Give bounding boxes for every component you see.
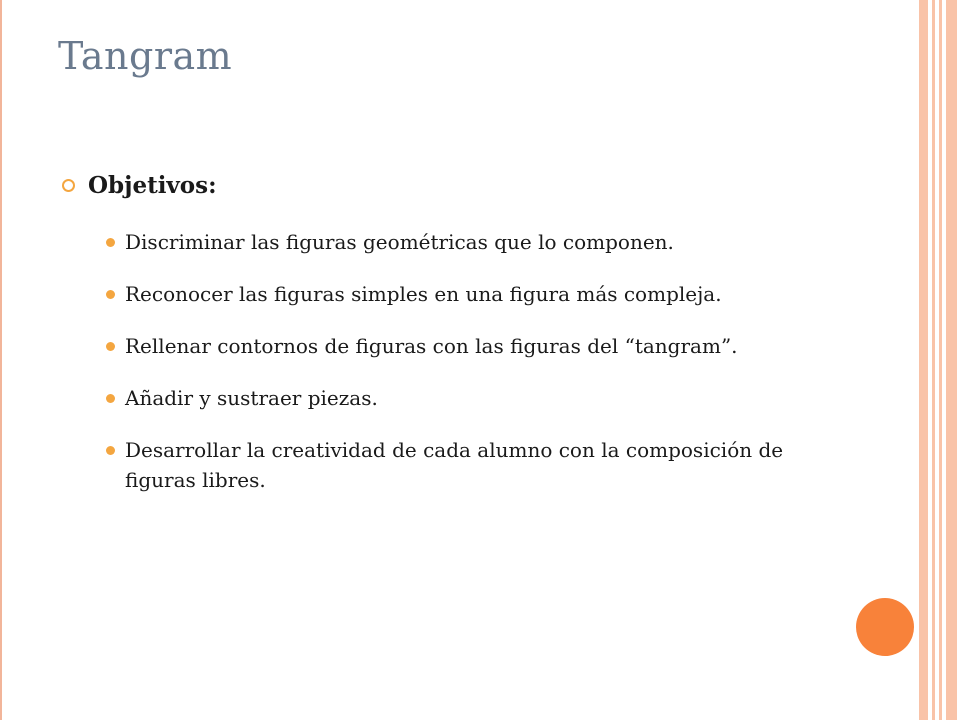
decorative-side-bars xyxy=(913,0,960,720)
dot-bullet-icon xyxy=(106,342,115,351)
objective-text: Desarrollar la creatividad de cada alumno con la composición de figuras libres. xyxy=(125,438,784,492)
objectives-list xyxy=(106,227,826,495)
objective-item xyxy=(106,435,826,495)
side-bar-2 xyxy=(932,0,935,720)
dot-bullet-icon xyxy=(106,446,115,455)
dot-bullet-icon xyxy=(106,290,115,299)
objective-item xyxy=(106,279,826,309)
dot-bullet-icon xyxy=(106,238,115,247)
objective-text: Añadir y sustraer piezas. xyxy=(125,386,378,410)
objectives-header xyxy=(62,172,862,199)
orange-circle-icon xyxy=(856,598,914,656)
objectives-section xyxy=(62,172,862,517)
dot-bullet-icon xyxy=(106,394,115,403)
side-bar-3 xyxy=(939,0,942,720)
side-bar-4 xyxy=(946,0,957,720)
objective-item xyxy=(106,383,826,413)
objective-text: Discriminar las figuras geométricas que lo componen. xyxy=(125,230,674,254)
objective-item xyxy=(106,227,826,257)
objective-item xyxy=(106,331,826,361)
left-border-line xyxy=(0,0,2,720)
objective-text: Reconocer las figuras simples en una figura más compleja. xyxy=(125,282,722,306)
ring-bullet-icon xyxy=(62,179,75,192)
objective-text: Rellenar contornos de figuras con las figuras del “tangram”. xyxy=(125,334,738,358)
slide-title: Tangram xyxy=(58,34,233,78)
objectives-heading: Objetivos: xyxy=(88,172,217,199)
side-bar-1 xyxy=(919,0,928,720)
